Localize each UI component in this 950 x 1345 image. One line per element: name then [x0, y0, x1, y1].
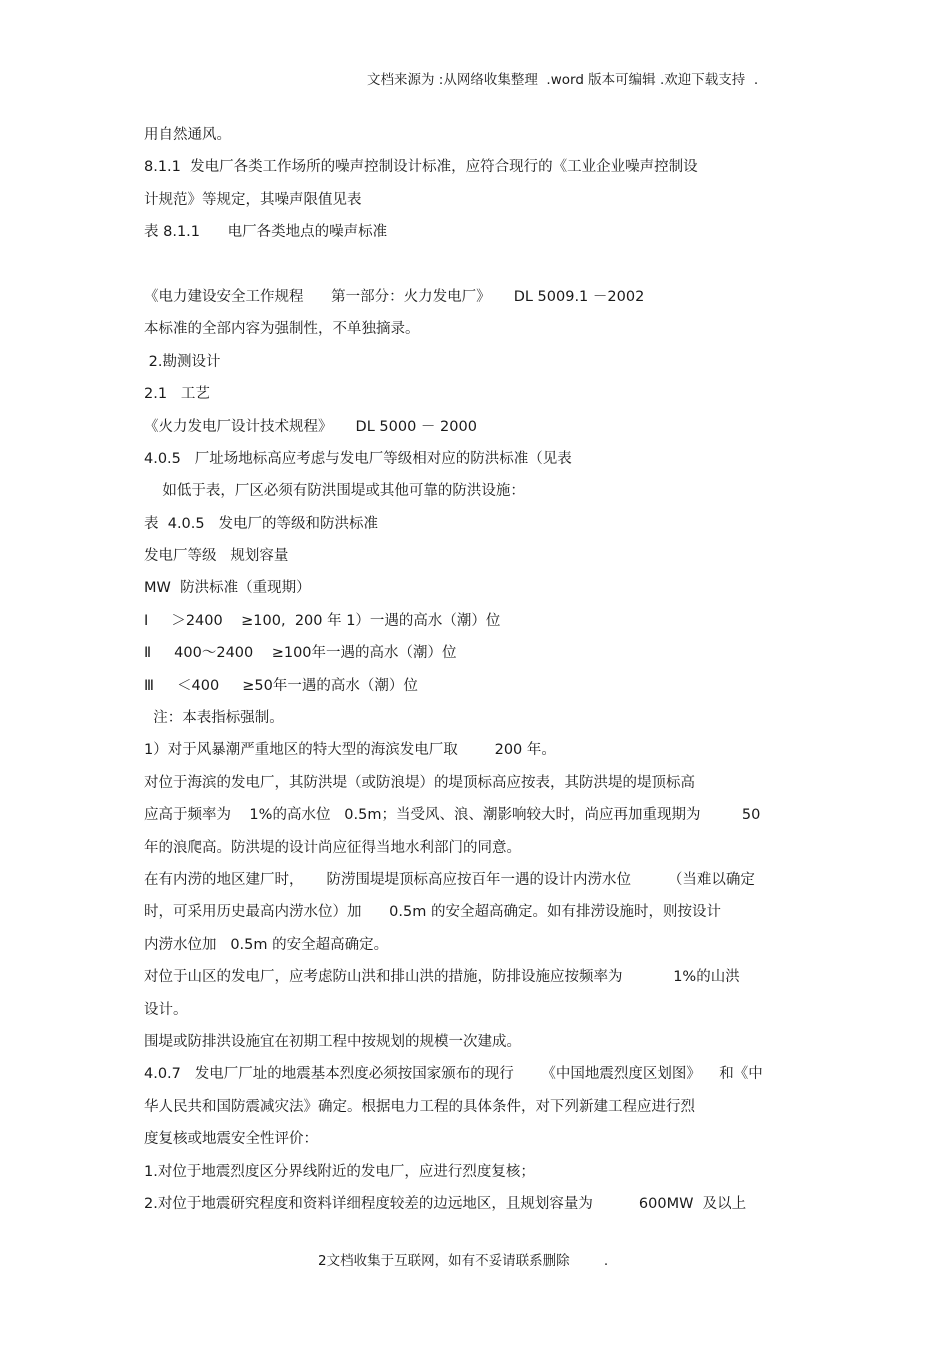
text-line: 本标准的全部内容为强制性，不单独摘录。: [144, 321, 420, 338]
text-line: 围堤或防排洪设施宜在初期工程中按规划的规模一次建成。: [144, 1033, 521, 1050]
section-heading: 2.勘测设计: [144, 353, 221, 370]
text-line: 内涝水位加 0.5m 的安全超高确定。: [144, 936, 389, 953]
text-line: 如低于表，厂区必须有防洪围堤或其他可靠的防洪设施：: [144, 483, 525, 500]
text-line: 度复核或地震安全性评价：: [144, 1131, 318, 1148]
text-line: 《火力发电厂设计技术规程》 DL 5000 － 2000: [144, 418, 477, 435]
text-line: 用自然通风。: [144, 127, 231, 143]
table-caption: 表 4.0.5 发电厂的等级和防洪标准: [144, 515, 378, 532]
text-line: 应高于频率为 1%的高水位 0.5m；当受风、浪、潮影响较大时，尚应再加重现期为 50: [144, 807, 761, 824]
table-row: Ⅱ 400～2400 ≥100年一遇的高水（潮）位: [144, 645, 457, 662]
text-line: 时，可采用历史最高内涝水位）加 0.5m 的安全超高确定。如有排涝设施时，则按设计: [144, 904, 721, 921]
table-row: Ⅰ ＞2400 ≥100, 200 年 1）一遇的高水（潮）位: [144, 612, 501, 629]
text-line: 在有内涝的地区建厂时， 防涝围堤堤顶标高应按百年一遇的设计内涝水位 （当难以确定: [144, 872, 755, 888]
text-line: 华人民共和国防震减灾法》确定。根据电力工程的具体条件，对下列新建工程应进行烈: [144, 1098, 695, 1115]
table-header: MW 防洪标准（重现期）: [144, 580, 311, 597]
table-row: Ⅲ ＜400 ≥50年一遇的高水（潮）位: [144, 677, 418, 694]
table-note: 注：本表指标强制。: [144, 710, 284, 727]
text-line: 对位于山区的发电厂，应考虑防山洪和排山洪的措施，防排设施应按频率为 1%的山洪: [144, 969, 740, 986]
text-line: 2.对位于地震研究程度和资料详细程度较差的边远地区，且规划容量为 600MW 及以上: [144, 1195, 747, 1212]
body-text: [144, 125, 814, 1226]
text-line: 《电力建设安全工作规程 第一部分：火力发电厂》 DL 5009.1 －2002: [144, 288, 645, 305]
text-line: 1.对位于地震烈度区分界线附近的发电厂，应进行烈度复核；: [144, 1163, 535, 1180]
text-line: 4.0.7 发电厂厂址的地震基本烈度必须按国家颁布的现行 《中国地震烈度区划图》 和《中: [144, 1066, 763, 1083]
table-caption: 表 8.1.1 电厂各类地点的噪声标准: [144, 224, 388, 241]
text-line: 4.0.5 厂址场地标高应考虑与发电厂等级相对应的防洪标准（见表: [144, 450, 572, 467]
text-line: 8.1.1 发电厂各类工作场所的噪声控制设计标准，应符合现行的《工业企业噪声控制设: [144, 159, 698, 176]
text-line: 对位于海滨的发电厂，其防洪堤（或防浪堤）的堤顶标高应按表，其防洪堤的堤顶标高: [144, 774, 695, 791]
text-line: 设计。: [144, 1001, 188, 1018]
subsection-heading: 2.1 工艺: [144, 386, 210, 403]
text-line: 年的浪爬高。防洪堤的设计尚应征得当地水利部门的同意。: [144, 839, 521, 856]
table-header: 发电厂等级 规划容量: [144, 548, 289, 565]
page-header: 文档来源为 :从网络收集整理 .word 版本可编辑 .欢迎下载支持 .: [367, 72, 759, 88]
page-footer: 2文档收集于互联网，如有不妥请联系删除 .: [318, 1253, 609, 1269]
text-line: 计规范》等规定，其噪声限值见表: [144, 191, 362, 208]
text-line: 1）对于风暴潮严重地区的特大型的海滨发电厂取 200 年。: [144, 742, 556, 759]
